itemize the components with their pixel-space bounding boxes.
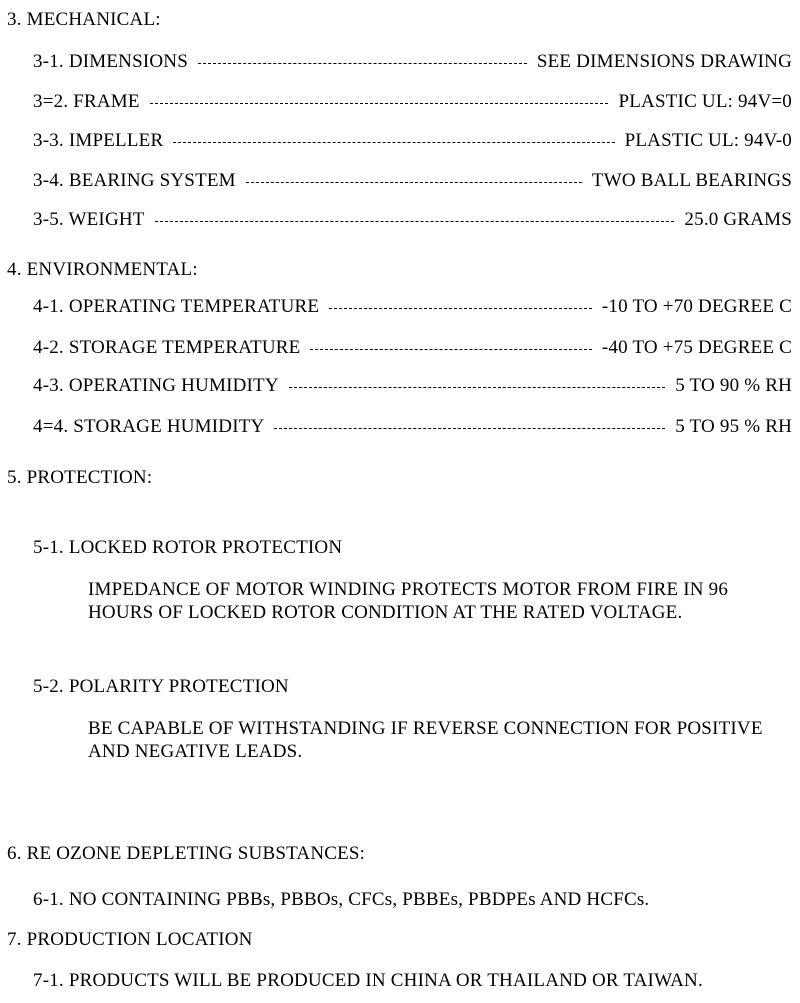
spec-label: 4-3. OPERATING HUMIDITY <box>33 375 279 396</box>
spec-label: 3-3. IMPELLER <box>33 130 164 151</box>
spec-row-dimensions <box>33 51 792 73</box>
subsection-heading-locked-rotor: 5-1. LOCKED ROTOR PROTECTION <box>33 537 343 558</box>
leader-line <box>274 428 665 429</box>
paragraph-polarity: BE CAPABLE OF WITHSTANDING IF REVERSE CONNECTION FOR POSITIVE AND NEGATIVE LEADS. <box>88 718 763 762</box>
paragraph-locked-rotor: IMPEDANCE OF MOTOR WINDING PROTECTS MOTOR FROM FIRE IN 96 HOURS OF LOCKED ROTOR CONDITION AT THE RATED VOLTAGE. <box>88 579 729 623</box>
spec-label: 3-1. DIMENSIONS <box>33 51 188 72</box>
production-item: 7-1. PRODUCTS WILL BE PRODUCED IN CHINA OR THAILAND OR TAIWAN. <box>33 970 703 991</box>
spec-row-storage-humidity <box>33 416 792 438</box>
spec-row-frame <box>33 91 792 113</box>
leader-line <box>155 221 675 222</box>
spec-value: 5 TO 90 % RH <box>675 375 792 396</box>
spec-value: 5 TO 95 % RH <box>675 416 792 437</box>
leader-line <box>198 63 527 64</box>
leader-line <box>329 308 592 309</box>
spec-value: -40 TO +75 DEGREE C <box>601 337 792 358</box>
spec-value: TWO BALL BEARINGS <box>591 170 792 191</box>
spec-row-storage-temperature <box>33 337 792 359</box>
spec-label: 3-5. WEIGHT <box>33 209 145 230</box>
spec-label: 4=4. STORAGE HUMIDITY <box>33 416 265 437</box>
spec-label: 4-1. OPERATING TEMPERATURE <box>33 296 320 317</box>
subsection-heading-polarity: 5-2. POLARITY PROTECTION <box>33 676 289 697</box>
spec-label: 3=2. FRAME <box>33 91 140 112</box>
spec-row-impeller <box>33 130 792 152</box>
spec-label: 4-2. STORAGE TEMPERATURE <box>33 337 301 358</box>
spec-row-operating-temperature <box>33 296 792 318</box>
spec-value: PLASTIC UL: 94V=0 <box>618 91 792 112</box>
ozone-item: 6-1. NO CONTAINING PBBs, PBBOs, CFCs, PBBEs, PBDPEs AND HCFCs. <box>33 889 650 910</box>
spec-row-operating-humidity <box>33 375 792 397</box>
leader-line <box>150 103 609 104</box>
spec-value: PLASTIC UL: 94V-0 <box>624 130 792 151</box>
spec-label: 3-4. BEARING SYSTEM <box>33 170 236 191</box>
section-heading-production: 7. PRODUCTION LOCATION <box>7 929 253 950</box>
spec-row-bearing-system <box>33 170 792 192</box>
section-heading-mechanical: 3. MECHANICAL: <box>7 9 161 30</box>
leader-line <box>310 349 591 350</box>
spec-value: 25.0 GRAMS <box>684 209 792 230</box>
spec-value: SEE DIMENSIONS DRAWING <box>536 51 792 72</box>
leader-line <box>289 387 665 388</box>
section-heading-environmental: 4. ENVIRONMENTAL: <box>7 259 198 280</box>
leader-line <box>173 142 614 143</box>
spec-value: -10 TO +70 DEGREE C <box>601 296 792 317</box>
section-heading-ozone: 6. RE OZONE DEPLETING SUBSTANCES: <box>7 843 366 864</box>
section-heading-protection: 5. PROTECTION: <box>7 467 153 488</box>
leader-line <box>246 182 582 183</box>
spec-row-weight <box>33 209 792 231</box>
